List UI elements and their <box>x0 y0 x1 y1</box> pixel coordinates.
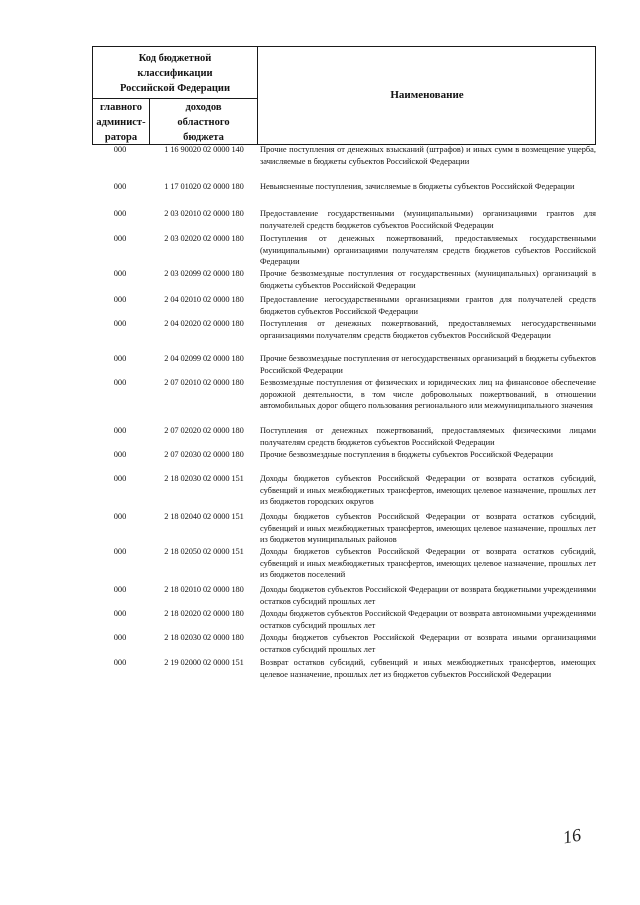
income-name: Прочие поступления от денежных взысканий (штрафов) и иных сумм в возмещение ущерба, зачисляемые в бюджеты субъектов Российской Федерации <box>260 145 596 166</box>
admin-code: 000 <box>113 354 127 363</box>
income-name: Прочие безвозмездные поступления в бюджеты субъектов Российской Федерации <box>260 450 553 459</box>
budget-code: 2 18 02050 02 0000 151 <box>164 547 244 556</box>
income-name: Доходы бюджетов субъектов Российской Федерации от возврата иными организациями остатков субсидий прошлых лет <box>260 633 596 654</box>
income-name: Доходы бюджетов субъектов Российской Федерации от возврата автономными учреждениями остатков субсидий прошлых лет <box>260 609 596 630</box>
budget-code: 2 03 02010 02 0000 180 <box>164 209 244 218</box>
budget-code: 2 03 02020 02 0000 180 <box>164 234 244 243</box>
admin-code: 000 <box>113 182 127 191</box>
header-budget-code-group: Код бюджетной классификации Российской Федерации <box>119 53 231 94</box>
admin-code: 000 <box>113 633 127 642</box>
admin-code: 000 <box>113 319 127 328</box>
income-name: Доходы бюджетов субъектов Российской Федерации от возврата остатков субсидий, субвенций и иных межбюджетных трансфертов, имеющих целевое назначение, прошлых лет из бюджетов муниципальных районов <box>260 512 596 545</box>
income-name: Прочие безвозмездные поступления от государственных (муниципальных) организаций в бюджеты субъектов Российской Федерации <box>260 269 596 290</box>
budget-code: 1 16 90020 02 0000 140 <box>164 145 244 154</box>
admin-code: 000 <box>113 209 127 218</box>
budget-code: 2 18 02010 02 0000 180 <box>164 585 244 594</box>
income-name: Доходы бюджетов субъектов Российской Федерации от возврата бюджетными учреждениями остатков субсидий прошлых лет <box>260 585 596 606</box>
header-main-admin: главного админист- ратора <box>96 101 146 143</box>
income-name: Поступления от денежных пожертвований, предоставляемых физическими лицами получателям средств бюджетов субъектов Российской Федерации <box>260 426 596 447</box>
admin-code: 000 <box>113 585 127 594</box>
admin-code: 000 <box>113 234 127 243</box>
budget-code: 2 03 02099 02 0000 180 <box>164 269 244 278</box>
admin-code: 000 <box>113 450 127 459</box>
budget-code: 2 18 02030 02 0000 151 <box>164 474 244 483</box>
income-name: Возврат остатков субсидий, субвенций и иных межбюджетных трансфертов, имеющих целевое назначение, прошлых лет из бюджетов субъектов Российской Федерации <box>260 658 596 679</box>
budget-code: 2 04 02099 02 0000 180 <box>164 354 244 363</box>
income-name: Предоставление негосударственными организациями грантов для получателей средств бюджетов субъектов Российской Федерации <box>260 295 596 316</box>
admin-code: 000 <box>113 658 127 667</box>
income-name: Доходы бюджетов субъектов Российской Федерации от возврата остатков субсидий, субвенций и иных межбюджетных трансфертов, имеющих целевое назначение, прошлых лет из бюджетов поселений <box>260 547 596 580</box>
budget-code: 2 19 02000 02 0000 151 <box>164 658 244 667</box>
admin-code: 000 <box>113 378 127 387</box>
income-name: Поступления от денежных пожертвований, предоставляемых государственными (муниципальными) организациями получателям средств бюджетов субъектов Российской Федерации <box>260 234 596 267</box>
budget-code: 2 18 02030 02 0000 180 <box>164 633 244 642</box>
income-name: Предоставление государственными (муниципальными) организациями грантов для получателей средств бюджетов субъектов Российской Федерации <box>260 209 596 230</box>
budget-code: 2 07 02020 02 0000 180 <box>164 426 244 435</box>
income-name: Доходы бюджетов субъектов Российской Федерации от возврата остатков субсидий, субвенций и иных межбюджетных трансфертов, имеющих целевое назначение, прошлых лет из бюджетов городских округов <box>260 474 596 507</box>
budget-code: 2 07 02030 02 0000 180 <box>164 450 244 459</box>
budget-code: 2 04 02010 02 0000 180 <box>164 295 244 304</box>
admin-code: 000 <box>113 145 127 154</box>
admin-code: 000 <box>113 474 127 483</box>
budget-code: 2 04 02020 02 0000 180 <box>164 319 244 328</box>
admin-code: 000 <box>113 295 127 304</box>
table-header <box>92 46 596 145</box>
header-regional-income: доходов областного бюджета <box>177 101 230 143</box>
income-name: Невыясненные поступления, зачисляемые в бюджеты субъектов Российской Федерации <box>260 182 575 191</box>
admin-code: 000 <box>113 609 127 618</box>
header-name: Наименование <box>390 89 464 101</box>
admin-code: 000 <box>113 512 127 521</box>
income-name: Безвозмездные поступления от физических и юридических лиц на финансовое обеспечение дорожной деятельности, в том числе добровольных пожертвований, в отношении автомобильных дорог общего пользования регионального или межмуниципального значения <box>260 378 596 411</box>
budget-code: 2 18 02040 02 0000 151 <box>164 512 244 521</box>
budget-code: 1 17 01020 02 0000 180 <box>164 182 244 191</box>
admin-code: 000 <box>113 269 127 278</box>
income-name: Поступления от денежных пожертвований, предоставляемых негосударственными организациями получателям средств бюджетов субъектов Российской Федерации <box>260 319 596 340</box>
admin-code: 000 <box>113 426 127 435</box>
page-number: 16 <box>561 824 583 848</box>
budget-code: 2 18 02020 02 0000 180 <box>164 609 244 618</box>
budget-code: 2 07 02010 02 0000 180 <box>164 378 244 387</box>
admin-code: 000 <box>113 547 127 556</box>
income-name: Прочие безвозмездные поступления от негосударственных организаций в бюджеты субъектов Российской Федерации <box>260 354 596 375</box>
